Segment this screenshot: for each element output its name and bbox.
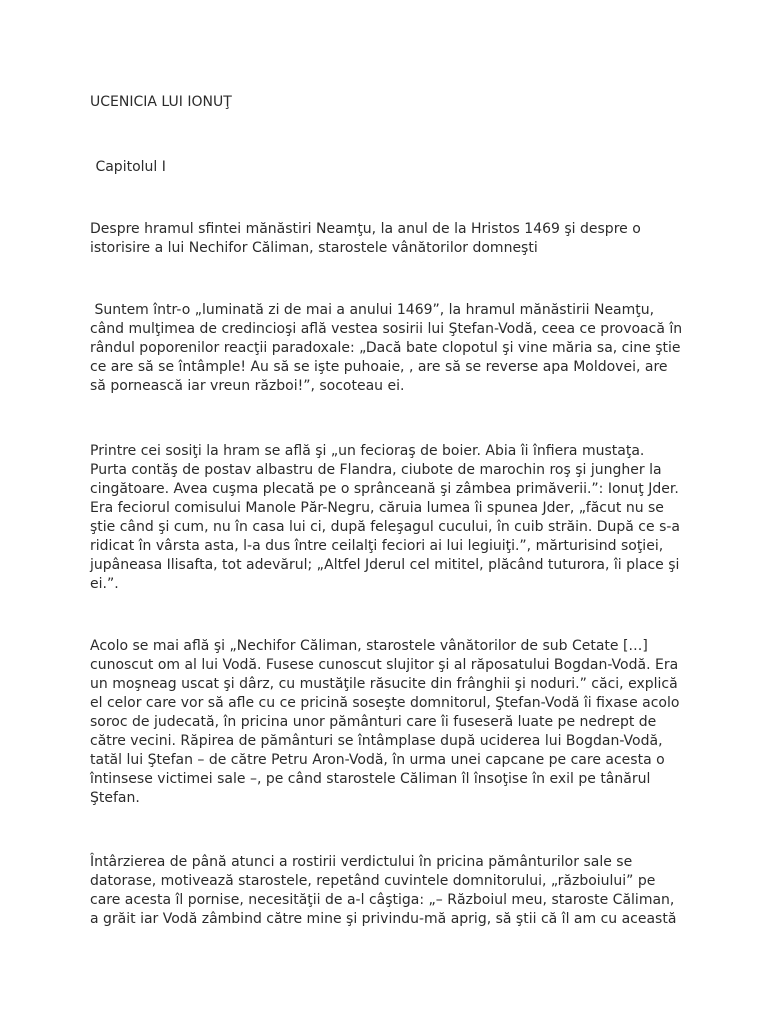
text-line: ridicat în vârsta asta, l-a dus între ceilalţi feciori ai lui legiuiţi.”, mărturisind soţiei, — [90, 538, 664, 554]
text-line: Purta contăş de postav albastru de Flandra, ciubote de marochin roş şi jungher la — [90, 462, 662, 478]
text-line: întinsese victimei sale –, pe când starostele Căliman îl însoţise în exil pe tânărul — [90, 771, 651, 787]
text-line: Printre cei sosiţi la hram se află şi „un fecioraş de boier. Abia îi înfiera mustaţa. — [90, 443, 645, 459]
document-title: UCENICIA LUI IONUŢ — [90, 94, 232, 110]
text-line: soroc de judecată, în pricina unor pământuri care îi fuseseră luate pe nedrept de — [90, 714, 657, 730]
text-line: tatăl lui Ştefan – de către Petru Aron-Vodă, în urma unei capcane pe care acesta o — [90, 752, 665, 768]
chapter-heading: Capitolul I — [91, 159, 166, 175]
text-line: Întârzierea de până atunci a rostirii verdictului în pricina pământurilor sale se — [90, 854, 633, 870]
text-line: el celor care vor să afle cu ce pricină soseşte domnitorul, Ştefan-Vodă îi fixase acolo — [90, 695, 680, 711]
text-line: să pornească iar vreun război!”, socoteau ei. — [90, 378, 405, 394]
text-line: jupâneasa Ilisafta, tot adevărul; „Altfel Jderul cel mititel, plăcând tuturora, îi place şi — [90, 557, 680, 573]
text-line: datorase, motivează starostele, repetând cuvintele domnitorului, „războiului” pe — [90, 873, 656, 889]
text-line: cingătoare. Avea cuşma plecată pe o sprânceană şi zâmbea primăverii.”: Ionuţ Jder. — [90, 481, 679, 497]
text-line: Acolo se mai află şi „Nechifor Căliman, starostele vânătorilor de sub Cetate […] — [90, 638, 648, 654]
chapter-summary-paragraph — [90, 220, 690, 258]
body-paragraph-2 — [90, 442, 690, 594]
text-line: istorisire a lui Nechifor Căliman, starostele vânătorilor domneşti — [90, 240, 538, 256]
text-line: un moşneag uscat şi dârz, cu mustăţile răsucite din frânghii şi noduri.” căci, explică — [90, 676, 678, 692]
text-line: ce are să se întâmple! Au să se işte puhoaie, , are să se reverse apa Moldovei, are — [90, 359, 668, 375]
text-line: a grăit iar Vodă zâmbind către mine şi privindu-mă aprig, să ştii că îl am cu această — [90, 911, 677, 927]
text-line: ştie când şi cum, nu în casa lui ci, după feleşagul cucului, în cuib străin. După ce s-a — [90, 519, 680, 535]
text-line: Despre hramul sfintei mănăstiri Neamţu, la anul de la Hristos 1469 şi despre o — [90, 221, 641, 237]
text-line: când mulţimea de credincioşi află vestea sosirii lui Ştefan-Vodă, ceea ce provoacă în — [90, 321, 683, 337]
text-line: ei.”. — [90, 576, 119, 592]
text-line: cunoscut om al lui Vodă. Fusese cunoscut slujitor şi al răposatului Bogdan-Vodă. Era — [90, 657, 679, 673]
text-line: către vecini. Răpirea de pământuri se întâmplase după uciderea lui Bogdan-Vodă, — [90, 733, 663, 749]
text-line: Ştefan. — [90, 790, 140, 806]
body-paragraph-4 — [90, 853, 690, 929]
text-line: care acesta îl pornise, necesităţii de a-l câştiga: „– Războiul meu, staroste Căliman, — [90, 892, 675, 908]
body-paragraph-3 — [90, 637, 690, 808]
text-line: rândul poporenilor reacţii paradoxale: „Dacă bate clopotul şi vine măria sa, cine ştie — [90, 340, 681, 356]
body-paragraph-1 — [90, 301, 690, 396]
text-line: Suntem într-o „luminată zi de mai a anului 1469”, la hramul mănăstirii Neamţu, — [90, 302, 655, 318]
text-line: Era feciorul comisului Manole Păr-Negru, căruia lumea îi spunea Jder, „făcut nu se — [90, 500, 664, 516]
